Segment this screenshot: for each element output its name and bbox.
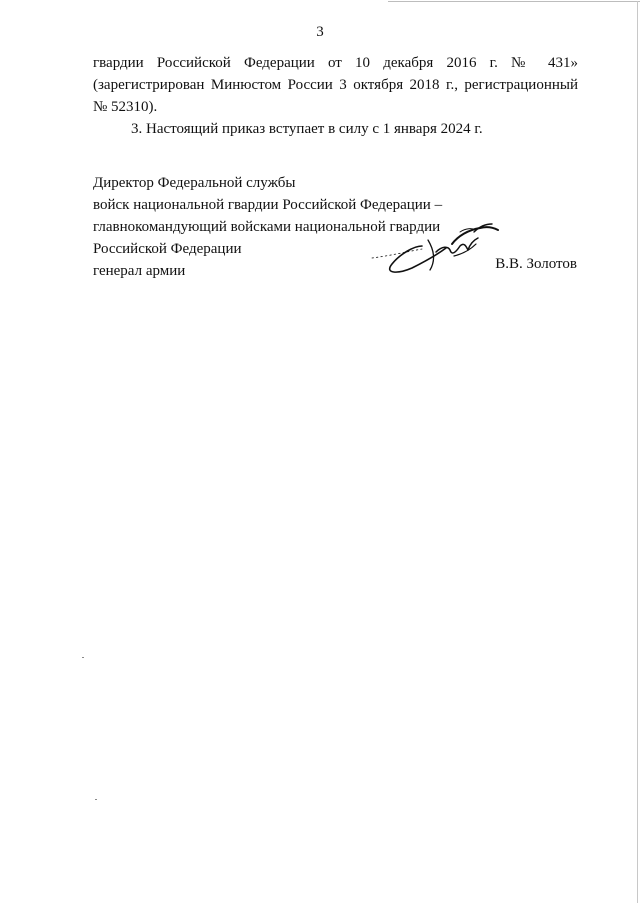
signatory-name: В.В. Золотов [495, 256, 577, 272]
paragraph-line: (зарегистрирован Минюстом России 3 октября 2018 г., регистрационный [93, 77, 578, 93]
signatory-rank: генерал армии [93, 263, 186, 279]
page-number: 3 [316, 24, 324, 40]
signatory-title-line: войск национальной гвардии Российской Федерации – [93, 197, 443, 213]
signatory-title-line: Российской Федерации [93, 241, 242, 257]
paragraph-line: гвардии Российской Федерации от 10 декабря 2016 г. № 431» [93, 55, 578, 71]
signatory-title-line: Директор Федеральной службы [93, 175, 296, 191]
scan-edge-top [388, 1, 640, 2]
scan-speck [95, 799, 97, 800]
scan-speck [82, 657, 84, 658]
paragraph-item-3: 3. Настоящий приказ вступает в силу с 1 января 2024 г. [131, 121, 483, 137]
order-text [93, 52, 578, 140]
signatory-title-line: главнокомандующий войсками национальной гвардии [93, 219, 441, 235]
scan-edge-right [637, 1, 638, 903]
paragraph-line: № 52310). [93, 99, 158, 115]
handwritten-signature [370, 216, 505, 286]
